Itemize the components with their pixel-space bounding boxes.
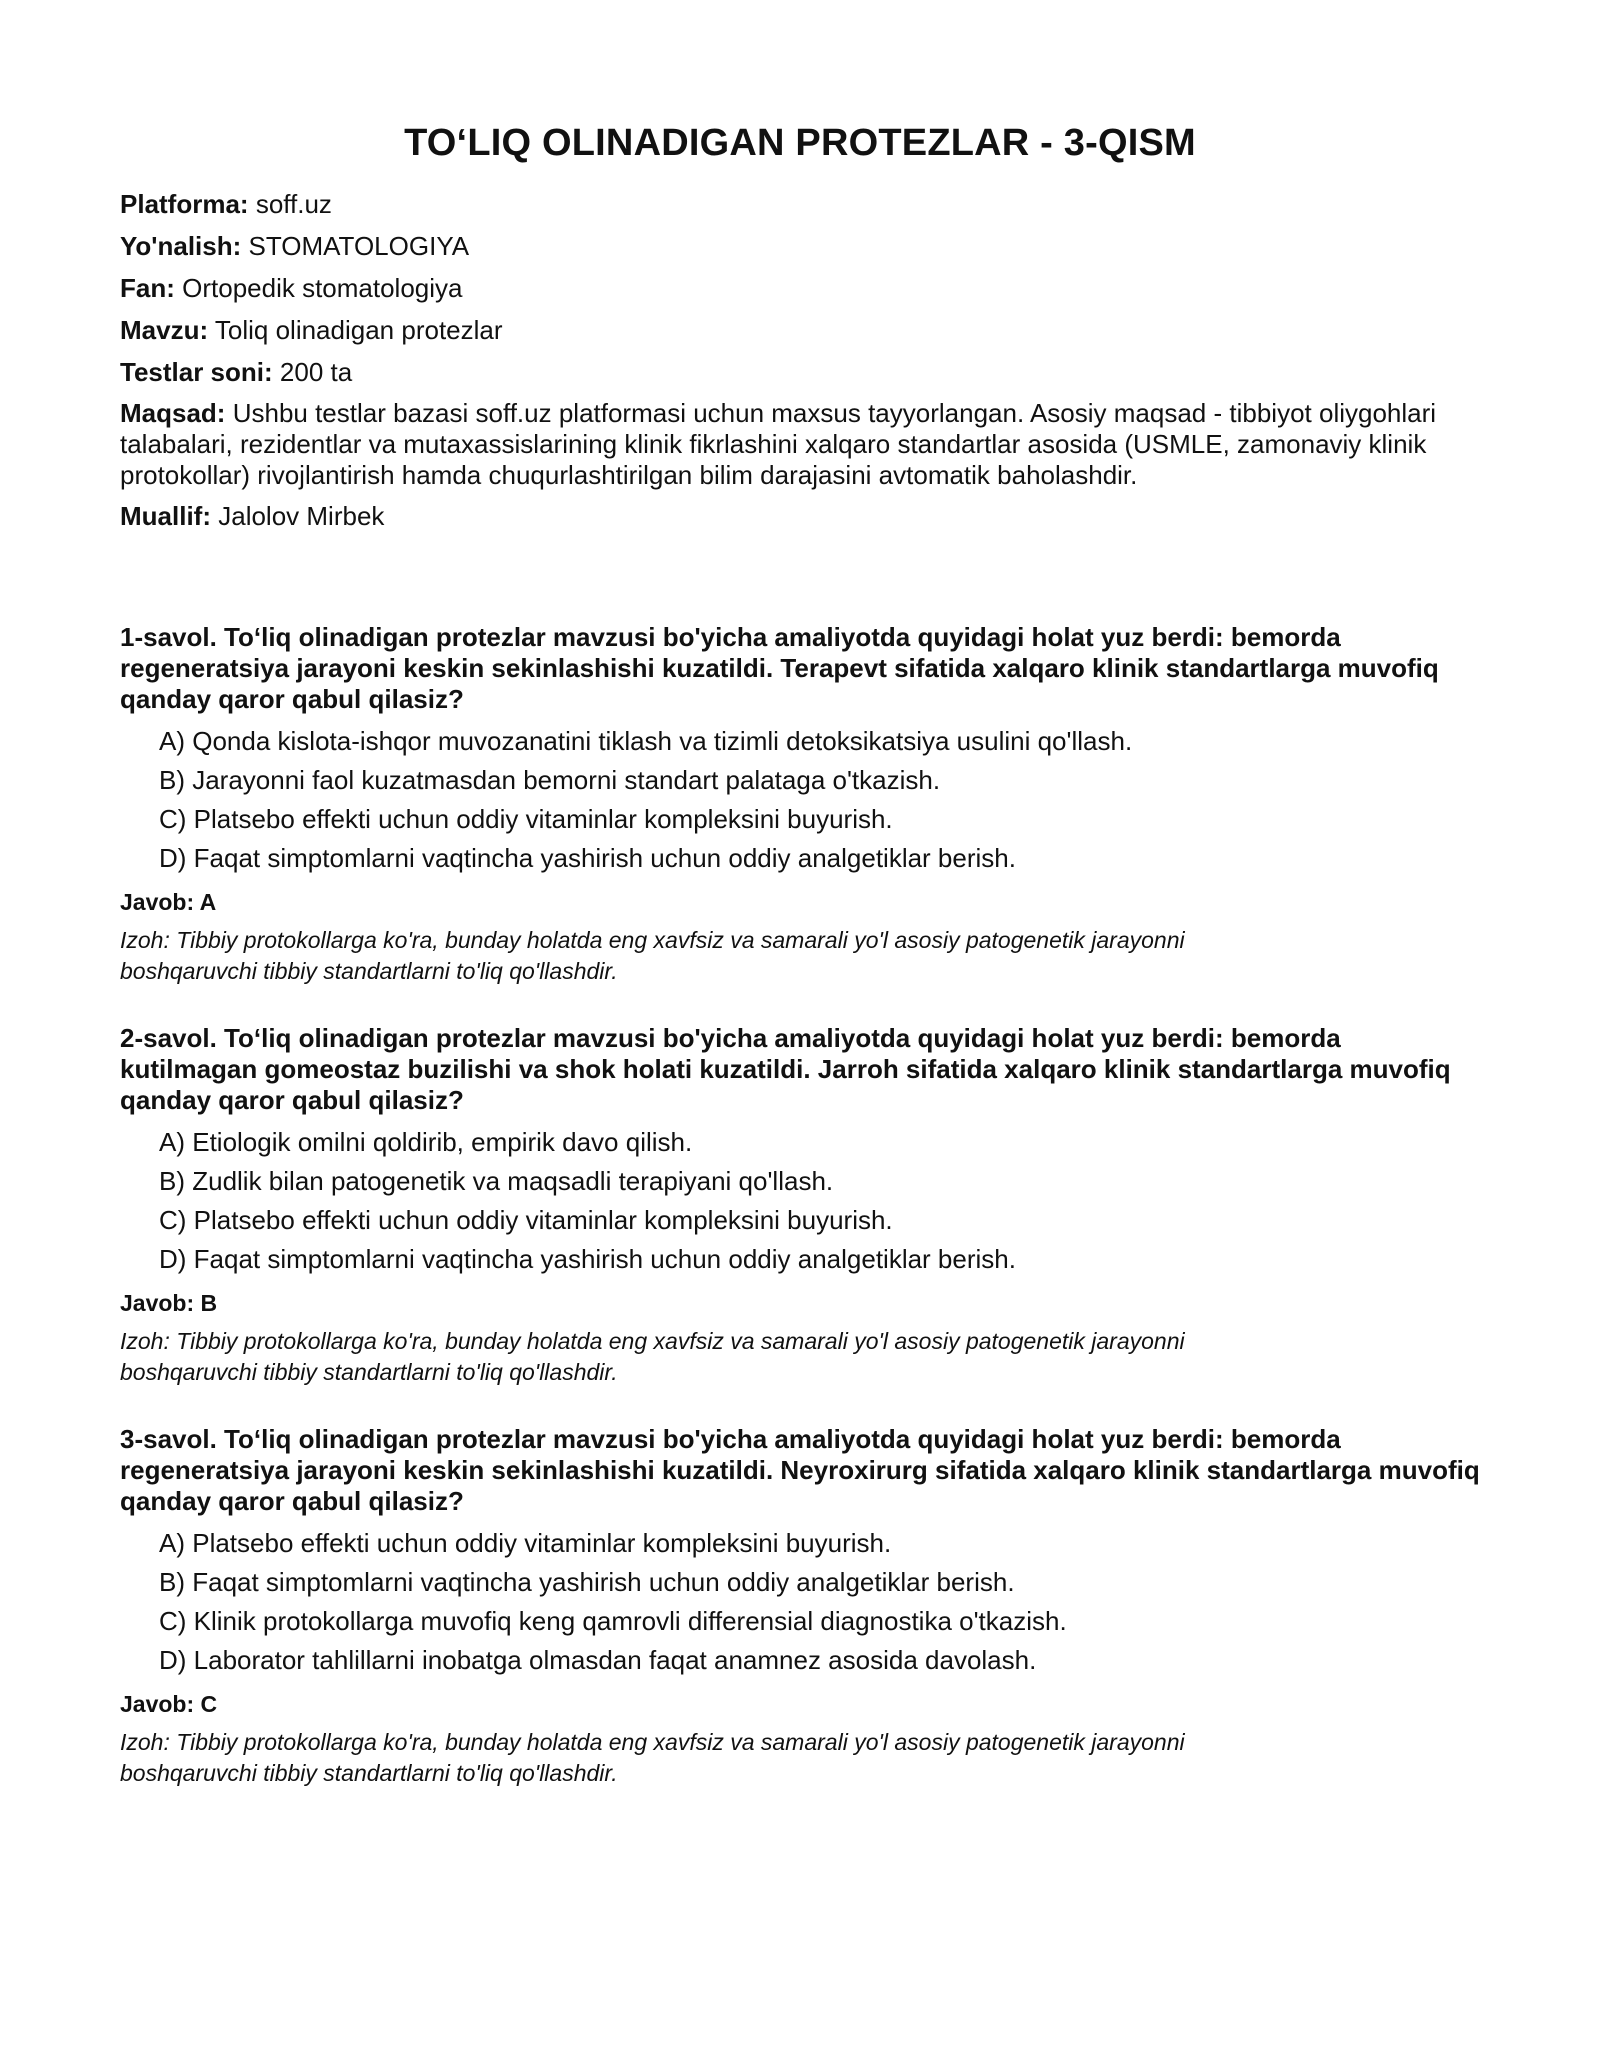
answer-option-d: D) Faqat simptomlarni vaqtincha yashirish uchun oddiy analgetiklar berish. [159, 1244, 1016, 1274]
meta-value: soff.uz [255, 189, 332, 219]
answer-option-a: A) Etiologik omilni qoldirib, empirik davo qilish. [159, 1127, 693, 1157]
question-1 [120, 622, 1480, 987]
meta-goal [120, 398, 1480, 491]
meta-value: Jalolov Mirbek [218, 501, 385, 531]
answer-option-d: D) Faqat simptomlarni vaqtincha yashirish uchun oddiy analgetiklar berish. [159, 843, 1016, 873]
questions-list [120, 622, 1480, 1789]
answer-option-d: D) Laborator tahlillarni inobatga olmasdan faqat anamnez asosida davolash. [159, 1645, 1037, 1675]
answer-option-c: C) Platsebo effekti uchun oddiy vitaminlar kompleksini buyurish. [159, 1205, 893, 1235]
answer-option-b: B) Zudlik bilan patogenetik va maqsadli terapiyani qo'llash. [159, 1166, 834, 1196]
answer-option-b: B) Faqat simptomlarni vaqtincha yashirish uchun oddiy analgetiklar berish. [159, 1567, 1015, 1597]
question-2 [120, 1023, 1480, 1388]
meta-author [120, 500, 1480, 532]
answer-option-a: A) Qonda kislota-ishqor muvozanatini tiklash va tizimli detoksikatsiya usulini qo'llash. [159, 726, 1133, 756]
meta-label: Mavzu: [120, 315, 209, 345]
question-text: 3-savol. To‘liq olinadigan protezlar mavzusi bo'yicha amaliyotda quyidagi holat yuz berdi: bemorda regeneratsiya jarayoni keskin sekinlashishi kuzatildi. Neyroxirurg sifatida xalqaro klinik standartlarga muvofiq qanday qaror qabul qilasiz? [120, 1424, 1480, 1516]
question-text: 1-savol. To‘liq olinadigan protezlar mavzusi bo'yicha amaliyotda quyidagi holat yuz berdi: bemorda regeneratsiya jarayoni keskin sekinlashishi kuzatildi. Terapevt sifatida xalqaro klinik standartlarga muvofiq qanday qaror qabul qilasiz? [120, 622, 1439, 714]
meta-test-count [120, 356, 1480, 388]
correct-answer: Javob: B [120, 1290, 218, 1316]
meta-value: STOMATOLOGIYA [248, 231, 470, 261]
meta-value: Ortopedik stomatologiya [182, 273, 463, 303]
meta-label: Yo'nalish: [120, 231, 242, 261]
correct-answer: Javob: A [120, 889, 217, 915]
answer-option-c: C) Klinik protokollarga muvofiq keng qamrovli differensial diagnostika o'tkazish. [159, 1606, 1067, 1636]
question-text: 2-savol. To‘liq olinadigan protezlar mavzusi bo'yicha amaliyotda quyidagi holat yuz berdi: bemorda kutilmagan gomeostaz buzilishi va shok holati kuzatildi. Jarroh sifatida xalqaro klinik standartlarga muvofiq qanday qaror qabul qilasiz? [120, 1023, 1451, 1115]
answer-option-b: B) Jarayonni faol kuzatmasdan bemorni standart palataga o'tkazish. [159, 765, 941, 795]
question-3 [120, 1424, 1480, 1789]
meta-value: Ushbu testlar bazasi soff.uz platformasi uchun maxsus tayyorlangan. Asosiy maqsad - tibbiyot oliygohlari talabalari, rezidentlar va mutaxassislarining klinik fikrlashini xalqaro standartlar asosida (USMLE, zamonaviy klinik protokollar) rivojlantirish hamda chuqurlashtirilgan bilim darajasini avtomatik baholashdir. [120, 398, 1437, 490]
correct-answer: Javob: C [120, 1691, 218, 1717]
explanation-note: Izoh: Tibbiy protokollarga ko'ra, bunday holatda eng xavfsiz va samarali yo'l asosiy patogenetik jarayonni boshqaruvchi tibbiy standartlarni to'liq qo'llashdir. [120, 927, 1185, 984]
answer-option-c: C) Platsebo effekti uchun oddiy vitaminlar kompleksini buyurish. [159, 804, 893, 834]
meta-platform [120, 188, 1480, 220]
meta-label: Muallif: [120, 501, 211, 531]
explanation-note: Izoh: Tibbiy protokollarga ko'ra, bunday holatda eng xavfsiz va samarali yo'l asosiy patogenetik jarayonni boshqaruvchi tibbiy standartlarni to'liq qo'llashdir. [120, 1328, 1185, 1385]
answer-option-a: A) Platsebo effekti uchun oddiy vitaminlar kompleksini buyurish. [159, 1528, 892, 1558]
meta-label: Maqsad: [120, 398, 226, 428]
meta-direction [120, 230, 1480, 262]
meta-value: Toliq olinadigan protezlar [214, 315, 503, 345]
meta-label: Fan: [120, 273, 175, 303]
meta-label: Testlar soni: [120, 357, 273, 387]
meta-label: Platforma: [120, 189, 249, 219]
meta-subject [120, 272, 1480, 304]
document-page [120, 118, 1480, 1825]
metadata-block [120, 188, 1480, 532]
explanation-note: Izoh: Tibbiy protokollarga ko'ra, bunday holatda eng xavfsiz va samarali yo'l asosiy patogenetik jarayonni boshqaruvchi tibbiy standartlarni to'liq qo'llashdir. [120, 1729, 1185, 1786]
meta-value: 200 ta [279, 357, 353, 387]
document-title: TO‘LIQ OLINADIGAN PROTEZLAR - 3-QISM [404, 122, 1196, 164]
meta-topic [120, 314, 1480, 346]
